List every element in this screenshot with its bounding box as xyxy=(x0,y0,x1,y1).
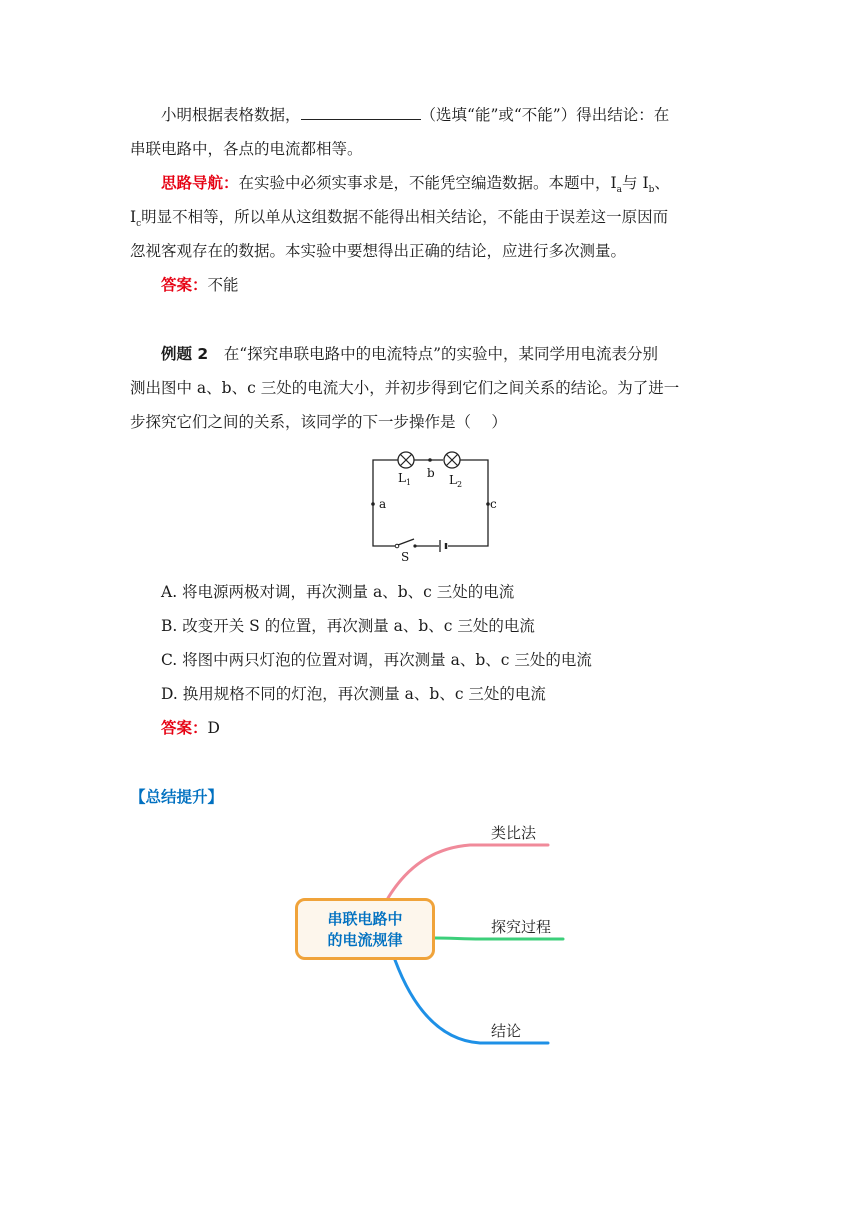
text-segment: （选填“能”或“不能”）得出结论：在 xyxy=(420,106,670,124)
subscript: a xyxy=(616,185,623,196)
text-segment: 在“探究串联电路中的电流特点”的实验中，某同学用电流表分别 xyxy=(223,345,659,363)
branch-3-label: 结论 xyxy=(491,1022,522,1040)
option-d: D. 换用规格不同的灯泡，再次测量 a、b、c 三处的电流 xyxy=(161,685,546,703)
text-segment: 在实验中必须实事求是，不能凭空编造数据。本题中，I xyxy=(238,174,617,192)
summary-heading: 【总结提升】 xyxy=(130,788,224,806)
text-segment: 与 I xyxy=(622,174,649,192)
example2-line-2: 测出图中 a、b、c 三处的电流大小，并初步得到它们之间关系的结论。为了进一 xyxy=(130,379,680,397)
text-segment: 、 xyxy=(654,174,670,192)
subscript: c xyxy=(136,219,142,230)
answer-value: D xyxy=(207,719,220,737)
option-b: B. 改变开关 S 的位置，再次测量 a、b、c 三处的电流 xyxy=(161,617,535,635)
point-b-label: b xyxy=(427,466,435,480)
center-line-2: 的电流规律 xyxy=(327,931,403,949)
text-segment: I xyxy=(130,208,137,226)
branch-2-line xyxy=(435,938,563,939)
branch-2-label: 探究过程 xyxy=(491,918,552,936)
text-segment: 小明根据表格数据， xyxy=(161,106,301,124)
lamp-2-label: $L_2$ xyxy=(449,473,463,489)
switch-label: S xyxy=(401,550,410,564)
point-a-label: a xyxy=(379,497,387,511)
text-segment: 明显不相等，所以单从这组数据不能得出相关结论，不能由于误差这一原因而 xyxy=(141,208,669,226)
option-a: A. 将电源两极对调，再次测量 a、b、c 三处的电流 xyxy=(161,583,515,601)
guide-line-3: 忽视客观存在的数据。本实验中要想得出正确的结论，应进行多次测量。 xyxy=(130,242,627,260)
point-c-label: c xyxy=(490,497,497,511)
lamp-1-label: $L_1$ xyxy=(398,471,412,487)
branch-1-line xyxy=(388,845,548,898)
answer-label: 答案： xyxy=(161,719,208,737)
center-line-1: 串联电路中 xyxy=(327,910,403,928)
example-label: 例题 2 xyxy=(161,345,209,363)
mindmap-center-node xyxy=(295,898,435,960)
subscript: b xyxy=(648,185,655,196)
answer-value: 不能 xyxy=(207,276,239,294)
branch-1-label: 类比法 xyxy=(491,824,537,842)
answer-label: 答案： xyxy=(161,276,208,294)
example2-line-3: 步探究它们之间的关系，该同学的下一步操作是（ ） xyxy=(130,413,507,431)
guide-label: 思路导航： xyxy=(161,174,239,192)
option-c: C. 将图中两只灯泡的位置对调，再次测量 a、b、c 三处的电流 xyxy=(161,651,592,669)
branch-3-line xyxy=(395,960,548,1043)
paragraph-line-2: 串联电路中，各点的电流都相等。 xyxy=(130,140,363,158)
